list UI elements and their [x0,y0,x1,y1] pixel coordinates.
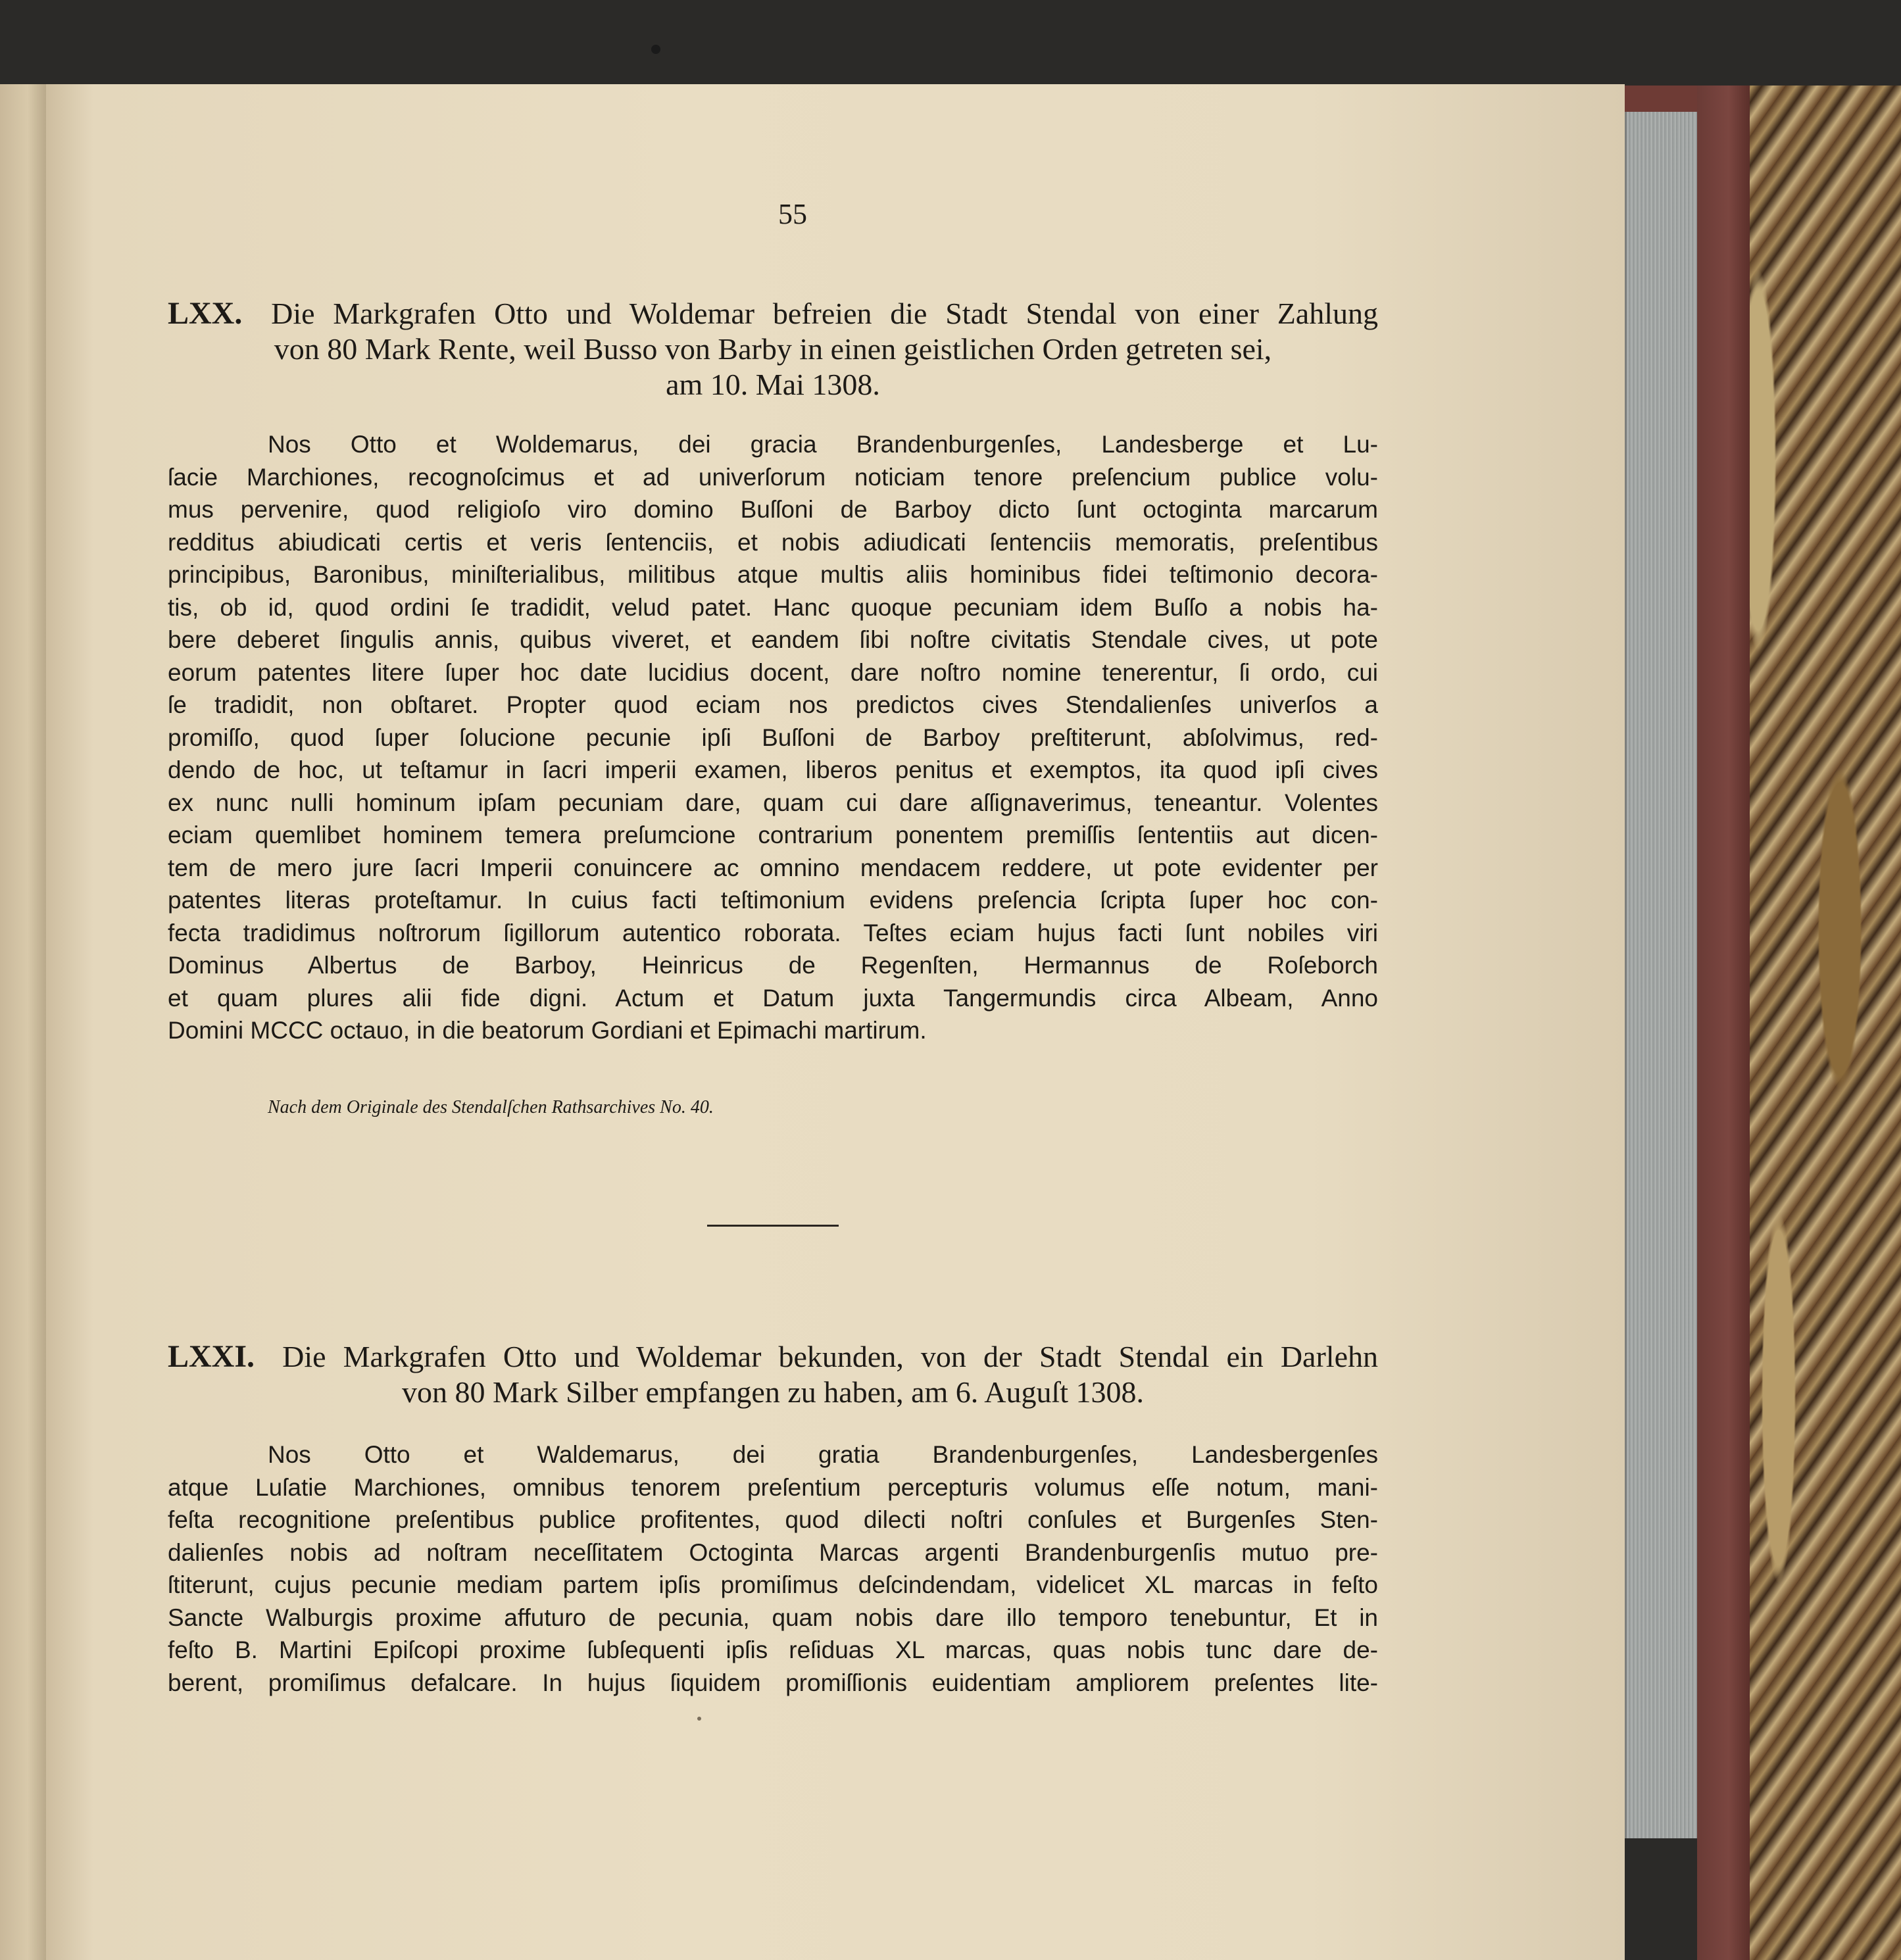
text-line: mus pervenire, quod religioſo viro domino Buſſoni de Barboy dicto ſunt octoginta marcarum [168,496,1378,523]
section-divider [707,1225,839,1227]
text-line: fecta tradidimus noſtrorum ſigillorum autentico roborata. Teſtes eciam hujus facti ſunt nobiles viri [168,919,1378,946]
section-heading-lxxi [168,1339,1378,1410]
section-numeral: LXX. [168,296,243,331]
text-line: Nos Otto et Waldemarus, dei gratia Brandenburgenſes, Landesbergenſes [268,1441,1378,1468]
text-line: feſto B. Martini Epiſcopi proxime ſubſequenti ipſis reſiduas XL marcas, quas nobis tunc dare de- [168,1636,1378,1663]
source-note: Nach dem Originale des Stendalſchen Rathsarchives No. 40. [268,1097,714,1117]
text-line: dalienſes nobis ad noſtram neceſſitatem Octoginta Marcas argenti Brandenburgenſis mutuo pre- [168,1538,1378,1566]
text-line: promiſſo, quod ſuper ſolucione pecunie ipſi Buſſoni de Barboy preſtiterunt, abſolvimus, red- [168,723,1378,751]
dust-speck [651,45,660,54]
left-page-edge [0,84,46,1960]
text-line: patentes literas proteſtamur. In cuius facti teſtimonium evidens preſencia ſcripta ſuper hoc con- [168,887,1378,914]
text-line: Domini MCCC octauo, in die beatorum Gordiani et Epimachi martirum. [168,1017,927,1044]
section-heading-lxx [168,296,1378,403]
text-line: ſacie Marchiones, recognoſcimus et ad univerſorum noticiam tenore preſencium publice volu- [168,463,1378,491]
text-line: Sancte Walburgis proxime affuturo de pecunia, quam nobis dare illo temporo tenebuntur, Et in [168,1604,1378,1631]
text-line: berent, promiſimus defalcare. In hujus ſiquidem promiſſionis euidentiam ampliorem preſentes lite- [168,1669,1378,1696]
page-number: 55 [778,198,807,230]
cover-spine-strip [1697,86,1750,1960]
text-line: eciam quemlibet hominem temera preſumcione contrarium ponentem premiſſis ſententiis aut dicen- [168,821,1378,848]
text-line: eorum patentes litere ſuper hoc date lucidius docent, dare noſtro nomine tenerentur, ſi ordo, cui [168,658,1378,686]
text-line: Dominus Albertus de Barboy, Heinricus de Regenſten, Hermannus de Roſeborch [168,952,1378,979]
text-line: feſta recognitione preſentibus publice profitentes, quod dilecti noſtri conſules et Burgenſes Sten- [168,1506,1378,1533]
heading-text: Die Markgrafen Otto und Woldemar bekunden, von der Stadt Stendal ein Darlehn [282,1340,1378,1373]
heading-line [168,296,1378,331]
text-line: atque Luſatie Marchiones, omnibus tenorem preſentium percepturis volumus eſſe notum, mani- [168,1473,1378,1501]
text-line: tis, ob id, quod ordini ſe tradidit, velud patet. Hanc quoque pecuniam idem Buſſo a nobis ha- [168,593,1378,621]
text-line: bere deberet ſingulis annis, quibus viveret, et eandem ſibi noſtre civitatis Stendale cives, ut pote [168,626,1378,653]
text-line: principibus, Baronibus, miniſterialibus, militibus atque multis aliis hominibus fidei teſtimonio decora- [168,561,1378,588]
text-line: et quam plures alii fide digni. Actum et Datum juxta Tangermundis circa Albeam, Anno [168,984,1378,1012]
section-body-lxxi [168,1438,1378,1699]
dust-speck [697,1717,701,1721]
text-line: ſtiterunt, cujus pecunie mediam partem ipſis promiſimus deſcindendam, videlicet XL marcas in feſto [168,1571,1378,1598]
heading-line: von 80 Mark Rente, weil Busso von Barby in einen geistlichen Orden getreten sei, [274,332,1272,366]
text-line: ex nunc nulli hominum ipſam pecuniam dare, quam cui dare aſſignaverimus, teneantur. Volentes [168,789,1378,816]
heading-text: Die Markgrafen Otto und Woldemar befreien die Stadt Stendal von einer Zahlung [271,297,1378,330]
section-body-lxx [168,428,1378,1047]
text-line: tem de mero jure ſacri Imperii conuincere ac omnino mendacem reddere, ut pote evidenter per [168,854,1378,881]
section-numeral: LXXI. [168,1339,255,1374]
text-line: redditus abiudicati certis et veris ſentenciis, et nobis adiudicati ſentenciis memoratis, preſentibus [168,528,1378,556]
heading-line: am 10. Mai 1308. [666,368,880,401]
heading-line: von 80 Mark Silber empfangen zu haben, am 6. Auguſt 1308. [401,1375,1145,1409]
text-line: Nos Otto et Woldemarus, dei gracia Brandenburgenſes, Landesberge et Lu- [268,431,1378,458]
text-line: dendo de hoc, ut teſtamur in ſacri imperii examen, liberos penitus et exemptos, ita quod ipſi cives [168,756,1378,783]
text-line: ſe tradidit, non obſtaret. Propter quod eciam nos predictos cives Stendalienſes univerſos a [168,691,1378,718]
heading-line [168,1339,1378,1375]
page-edges [1625,109,1699,1838]
